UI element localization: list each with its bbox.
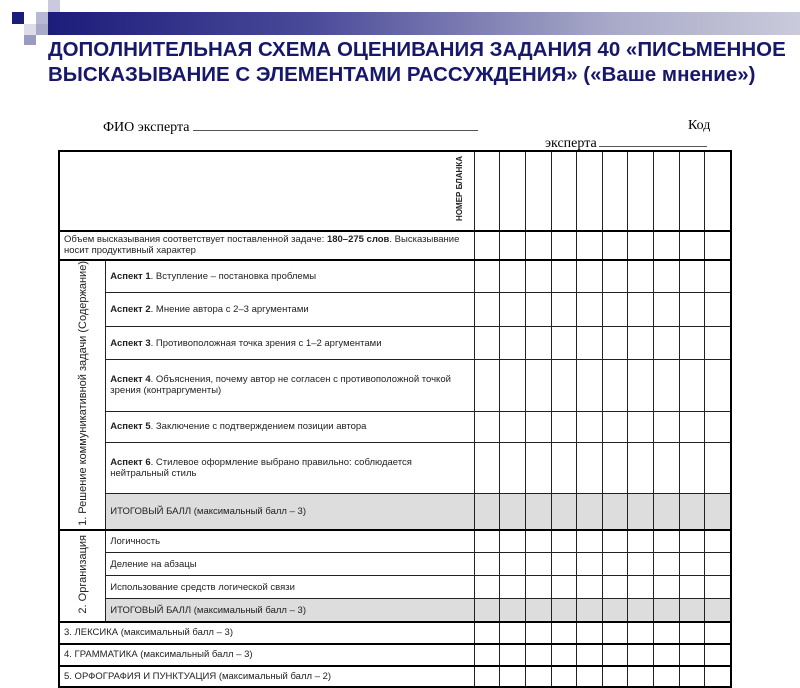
score-cell[interactable]: [602, 411, 628, 442]
table-row: [59, 151, 731, 231]
score-cell[interactable]: [474, 442, 500, 494]
org-criterion: Использование средств логической связи: [110, 581, 295, 593]
score-cell[interactable]: [628, 327, 654, 360]
score-cell[interactable]: [628, 666, 654, 687]
score-cell[interactable]: [602, 553, 628, 576]
score-cell[interactable]: [526, 411, 552, 442]
score-cell[interactable]: [679, 576, 705, 599]
score-cell[interactable]: [526, 666, 552, 687]
volume-text: Объем высказывания соответствует поставленной задаче:: [64, 234, 327, 246]
decor-square: [36, 12, 48, 24]
score-cell[interactable]: [551, 530, 577, 553]
score-cell[interactable]: [526, 327, 552, 360]
table-row: [59, 644, 731, 666]
aspect-text: . Стилевое оформление выбрано правильно: соблюдается нейтральный стиль: [110, 456, 412, 479]
decor-square: [36, 24, 48, 35]
score-cell[interactable]: [474, 644, 500, 666]
score-cell[interactable]: [500, 411, 526, 442]
table-row: [59, 442, 731, 494]
score-cell[interactable]: [474, 622, 500, 644]
criterion-cell: [106, 530, 475, 553]
criterion-cell: [106, 360, 475, 412]
score-cell[interactable]: [654, 494, 680, 530]
criterion-cell: [106, 576, 475, 599]
score-cell[interactable]: [602, 530, 628, 553]
score-cell[interactable]: [705, 151, 731, 231]
criterion-cell: [106, 260, 475, 293]
score-cell[interactable]: [577, 411, 603, 442]
score-cell[interactable]: [602, 260, 628, 293]
table-row: [59, 360, 731, 412]
score-cell[interactable]: [654, 644, 680, 666]
score-cell[interactable]: [500, 599, 526, 622]
score-cell[interactable]: [602, 666, 628, 687]
aspect-label: Аспект 5: [110, 421, 151, 433]
score-cell[interactable]: [577, 293, 603, 327]
score-cell[interactable]: [705, 644, 731, 666]
aspect-text: . Мнение автора с 2–3 аргументами: [150, 304, 309, 316]
score-cell[interactable]: [500, 576, 526, 599]
score-cell[interactable]: [500, 553, 526, 576]
table-row: [59, 231, 731, 260]
score-cell[interactable]: [602, 494, 628, 530]
score-cell[interactable]: [474, 553, 500, 576]
score-cell[interactable]: [654, 553, 680, 576]
score-cell[interactable]: [654, 666, 680, 687]
score-cell[interactable]: [551, 442, 577, 494]
table-row: [59, 494, 731, 530]
score-cell[interactable]: [551, 644, 577, 666]
score-cell[interactable]: [628, 599, 654, 622]
score-cell[interactable]: [500, 622, 526, 644]
org-criterion: Деление на абзацы: [110, 558, 197, 570]
score-cell[interactable]: [705, 530, 731, 553]
score-cell[interactable]: [705, 327, 731, 360]
score-cell[interactable]: [577, 151, 603, 231]
score-cell[interactable]: [500, 644, 526, 666]
criterion-cell: [106, 327, 475, 360]
volume-text2: . Высказывание носит продуктивный характер: [64, 234, 460, 257]
aspect-label: Аспект 2: [110, 304, 151, 316]
score-cell[interactable]: [679, 151, 705, 231]
score-cell[interactable]: [679, 644, 705, 666]
score-cell[interactable]: [628, 231, 654, 260]
decor-square: [24, 35, 36, 45]
criterion-cell: [106, 494, 475, 530]
volume-bold: 180–275 слов: [326, 234, 390, 246]
score-cell[interactable]: [474, 151, 500, 231]
decor-square: [24, 24, 36, 35]
score-cell[interactable]: [474, 293, 500, 327]
table-row: [59, 327, 731, 360]
score-cell[interactable]: [500, 530, 526, 553]
criterion-cell: [106, 411, 475, 442]
header-gradient-bar: [48, 12, 800, 35]
score-cell[interactable]: [628, 293, 654, 327]
score-cell[interactable]: [474, 231, 500, 260]
table-row: [59, 666, 731, 687]
table-row: [59, 553, 731, 576]
kod-label: Код: [688, 118, 711, 133]
org-criterion: Логичность: [110, 536, 161, 548]
table-row: [59, 260, 731, 293]
decor-square: [12, 12, 24, 24]
criterion-cell: [59, 666, 474, 687]
score-cell[interactable]: [654, 576, 680, 599]
score-cell[interactable]: [526, 530, 552, 553]
blank-number-header: НОМЕР БЛАНКА: [454, 156, 464, 221]
score-cell[interactable]: [551, 622, 577, 644]
aspect-label: Аспект 3: [110, 337, 151, 349]
score-cell[interactable]: [705, 666, 731, 687]
score-cell[interactable]: [679, 530, 705, 553]
score-cell[interactable]: [500, 260, 526, 293]
score-cell[interactable]: [474, 599, 500, 622]
criterion-cell: [106, 553, 475, 576]
score-cell[interactable]: [679, 231, 705, 260]
score-cell[interactable]: [602, 576, 628, 599]
score-cell[interactable]: [705, 293, 731, 327]
score-cell[interactable]: [474, 360, 500, 412]
score-cell[interactable]: [474, 411, 500, 442]
score-cell[interactable]: [474, 666, 500, 687]
score-cell[interactable]: [551, 599, 577, 622]
score-cell[interactable]: [654, 599, 680, 622]
score-cell[interactable]: [679, 327, 705, 360]
criterion-cell: [59, 231, 474, 260]
score-cell[interactable]: [526, 576, 552, 599]
table-row: [59, 411, 731, 442]
score-cell[interactable]: [602, 327, 628, 360]
score-cell[interactable]: [500, 494, 526, 530]
score-cell[interactable]: [679, 360, 705, 412]
score-cell[interactable]: [551, 494, 577, 530]
score-cell[interactable]: [628, 151, 654, 231]
score-cell[interactable]: [474, 576, 500, 599]
score-cell[interactable]: [628, 553, 654, 576]
score-cell[interactable]: [577, 360, 603, 412]
total-score-label: ИТОГОВЫЙ БАЛЛ (максимальный балл – 3): [110, 506, 306, 518]
score-cell[interactable]: [577, 599, 603, 622]
score-cell[interactable]: [551, 151, 577, 231]
score-cell[interactable]: [526, 293, 552, 327]
score-cell[interactable]: [628, 494, 654, 530]
score-cell[interactable]: [628, 644, 654, 666]
score-cell[interactable]: [526, 151, 552, 231]
score-cell[interactable]: [577, 644, 603, 666]
aspect-label: Аспект 6: [110, 456, 151, 468]
score-cell[interactable]: [577, 553, 603, 576]
score-cell[interactable]: [705, 231, 731, 260]
score-cell[interactable]: [551, 360, 577, 412]
score-cell[interactable]: [602, 151, 628, 231]
score-cell[interactable]: [654, 411, 680, 442]
score-cell[interactable]: [705, 622, 731, 644]
score-cell[interactable]: [526, 622, 552, 644]
score-cell[interactable]: [474, 530, 500, 553]
grammar-label: 4. ГРАММАТИКА (максимальный балл – 3): [64, 649, 253, 661]
spelling-label: 5. ОРФОГРАФИЯ И ПУНКТУАЦИЯ (максимальный балл – 2): [64, 670, 332, 682]
score-cell[interactable]: [500, 327, 526, 360]
score-cell[interactable]: [577, 442, 603, 494]
score-cell[interactable]: [500, 151, 526, 231]
criterion-cell: [59, 644, 474, 666]
decor-square: [48, 0, 60, 12]
score-cell[interactable]: [526, 494, 552, 530]
score-cell[interactable]: [602, 231, 628, 260]
score-cell[interactable]: [679, 494, 705, 530]
score-cell[interactable]: [474, 260, 500, 293]
score-cell[interactable]: [654, 293, 680, 327]
score-cell[interactable]: [628, 260, 654, 293]
score-cell[interactable]: [577, 231, 603, 260]
score-cell[interactable]: [628, 442, 654, 494]
criterion-cell: [59, 622, 474, 644]
score-cell[interactable]: [654, 530, 680, 553]
group-label: 1. Решение коммуникативной задачи (Содержание): [76, 260, 89, 526]
score-cell[interactable]: [577, 530, 603, 553]
table-row: [59, 622, 731, 644]
score-cell[interactable]: [679, 260, 705, 293]
score-cell[interactable]: [577, 260, 603, 293]
score-cell[interactable]: [654, 231, 680, 260]
score-cell[interactable]: [551, 553, 577, 576]
score-cell[interactable]: [679, 553, 705, 576]
score-cell[interactable]: [500, 666, 526, 687]
score-cell[interactable]: [577, 576, 603, 599]
score-cell[interactable]: [679, 622, 705, 644]
score-cell[interactable]: [551, 293, 577, 327]
criterion-cell: [59, 151, 474, 231]
score-cell[interactable]: [500, 231, 526, 260]
score-cell[interactable]: [654, 442, 680, 494]
fio-line: [193, 118, 478, 131]
score-cell[interactable]: [705, 494, 731, 530]
code-line: [599, 134, 707, 147]
aspect-label: Аспект 4: [110, 374, 151, 386]
score-cell[interactable]: [654, 360, 680, 412]
score-cell[interactable]: [551, 260, 577, 293]
score-cell[interactable]: [577, 622, 603, 644]
score-cell[interactable]: [500, 360, 526, 412]
aspect-label: Аспект 1: [110, 271, 151, 283]
score-cell[interactable]: [679, 442, 705, 494]
score-cell[interactable]: [526, 644, 552, 666]
score-cell[interactable]: [526, 260, 552, 293]
score-cell[interactable]: [526, 442, 552, 494]
score-cell[interactable]: [551, 576, 577, 599]
group-label: 2. Организация: [76, 535, 89, 614]
lexis-label: 3. ЛЕКСИКА (максимальный балл – 3): [64, 627, 233, 639]
score-cell[interactable]: [526, 599, 552, 622]
score-cell[interactable]: [705, 360, 731, 412]
eksp-label: эксперта: [545, 136, 597, 151]
score-cell[interactable]: [551, 411, 577, 442]
score-cell[interactable]: [602, 644, 628, 666]
score-cell[interactable]: [500, 293, 526, 327]
table-row: [59, 576, 731, 599]
score-cell[interactable]: [628, 622, 654, 644]
score-cell[interactable]: [602, 622, 628, 644]
aspect-text: . Объяснения, почему автор не согласен с противоположной точкой зрения (контраргументы): [110, 374, 451, 397]
score-cell[interactable]: [705, 599, 731, 622]
score-cell[interactable]: [602, 293, 628, 327]
score-cell[interactable]: [705, 576, 731, 599]
score-cell[interactable]: [577, 666, 603, 687]
score-cell[interactable]: [577, 494, 603, 530]
grading-table: [58, 150, 732, 688]
score-cell[interactable]: [654, 260, 680, 293]
score-cell[interactable]: [705, 411, 731, 442]
score-cell[interactable]: [654, 327, 680, 360]
score-cell[interactable]: [602, 360, 628, 412]
score-cell[interactable]: [602, 599, 628, 622]
criterion-cell: [106, 599, 475, 622]
aspect-text: . Заключение с подтверждением позиции автора: [150, 421, 367, 433]
score-cell[interactable]: [628, 411, 654, 442]
table-row: [59, 530, 731, 553]
score-cell[interactable]: [654, 622, 680, 644]
score-cell[interactable]: [526, 231, 552, 260]
fio-label: ФИО эксперта: [103, 120, 190, 135]
expert-name-field: [103, 118, 478, 136]
score-cell[interactable]: [654, 151, 680, 231]
score-cell[interactable]: [551, 327, 577, 360]
score-cell[interactable]: [526, 360, 552, 412]
score-cell[interactable]: [577, 327, 603, 360]
score-cell[interactable]: [628, 576, 654, 599]
aspect-text: . Вступление – постановка проблемы: [150, 271, 317, 283]
aspect-text: . Противоположная точка зрения с 1–2 аргументами: [150, 337, 382, 349]
criterion-cell: [106, 293, 475, 327]
score-cell[interactable]: [679, 599, 705, 622]
score-cell[interactable]: [705, 553, 731, 576]
score-cell[interactable]: [474, 494, 500, 530]
score-cell[interactable]: [628, 530, 654, 553]
score-cell[interactable]: [679, 293, 705, 327]
group-cell: [59, 530, 106, 622]
table-row: [59, 599, 731, 622]
score-cell[interactable]: [705, 442, 731, 494]
slide-title: ДОПОЛНИТЕЛЬНАЯ СХЕМА ОЦЕНИВАНИЯ ЗАДАНИЯ 40 «ПИСЬМЕННОЕ ВЫСКАЗЫВАНИЕ С ЭЛЕМЕНТАМИ РАССУЖДЕНИЯ» («Ваше мнение»): [48, 38, 786, 86]
score-cell[interactable]: [474, 327, 500, 360]
group-cell: [59, 260, 106, 530]
table-row: [59, 293, 731, 327]
total-score-label: ИТОГОВЫЙ БАЛЛ (максимальный балл – 3): [110, 604, 306, 616]
score-cell[interactable]: [679, 666, 705, 687]
score-cell[interactable]: [705, 260, 731, 293]
criterion-cell: [106, 442, 475, 494]
score-cell[interactable]: [679, 411, 705, 442]
score-cell[interactable]: [551, 666, 577, 687]
score-cell[interactable]: [551, 231, 577, 260]
score-cell[interactable]: [526, 553, 552, 576]
score-cell[interactable]: [628, 360, 654, 412]
score-cell[interactable]: [602, 442, 628, 494]
score-cell[interactable]: [500, 442, 526, 494]
